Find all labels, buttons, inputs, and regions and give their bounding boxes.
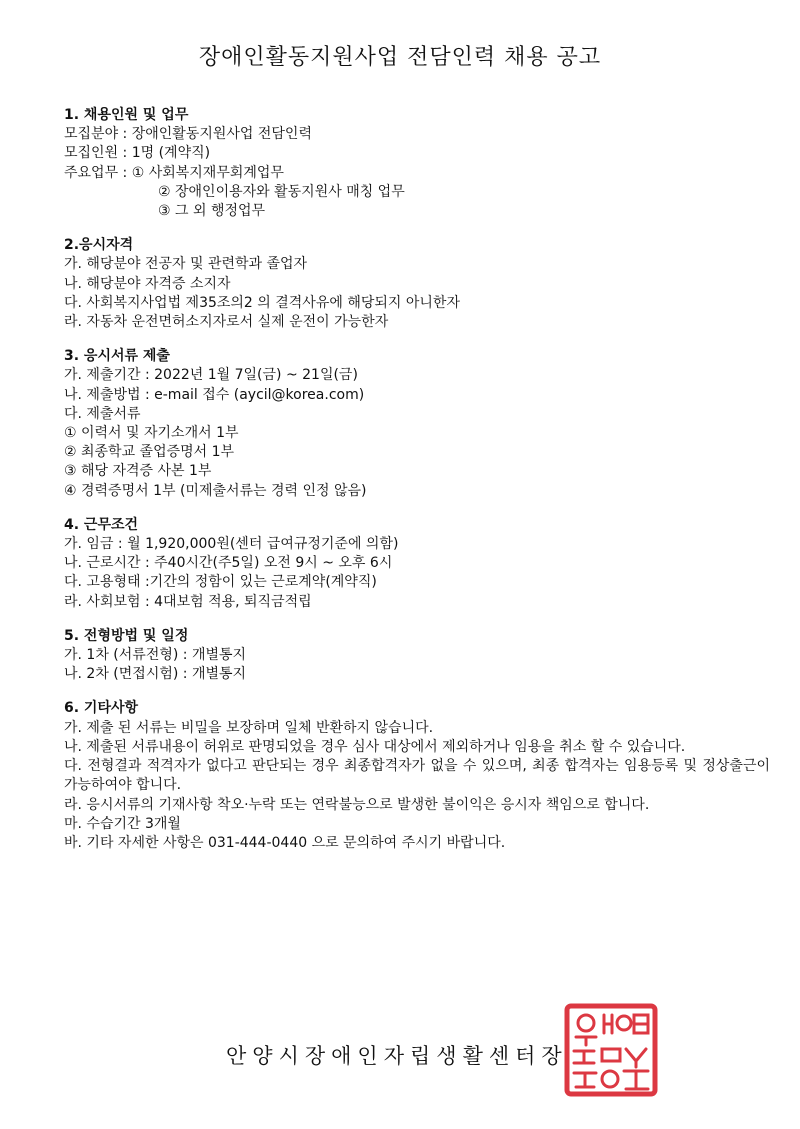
text-line: 모집분야 : 장애인활동지원사업 전담인력 <box>64 126 312 143</box>
section-qualifications <box>64 236 770 332</box>
text-line: 나. 해당분야 자격증 소지자 <box>64 275 231 292</box>
issuer-name: 안양시장애인자립생활센터장 <box>226 1044 568 1068</box>
text-line: 라. 응시서류의 기재사항 착오·누락 또는 연락불능으로 발생한 불이익은 응시자 책임으로 합니다. <box>64 796 650 813</box>
section-selection <box>64 627 770 685</box>
section-documents <box>64 347 770 501</box>
notice-body <box>64 106 770 868</box>
text-line: 다. 전형결과 적격자가 없다고 판단되는 경우 최종합격자가 없을 수 있으며, 최종 합격자는 임용등록 및 정상출근이 가능하여야 합니다. <box>64 758 770 794</box>
text-line: ② 최종학교 졸업증명서 1부 <box>64 444 235 461</box>
text-line: 나. 제출된 서류내용이 허위로 판명되었을 경우 심사 대상에서 제외하거나 임용을 취소 할 수 있습니다. <box>64 738 686 755</box>
section-heading: 6. 기타사항 <box>64 700 139 717</box>
text-line: 다. 제출서류 <box>64 405 141 422</box>
text-line: 나. 근로시간 : 주40시간(주5일) 오전 9시 ~ 오후 6시 <box>64 555 393 572</box>
text-line: 다. 고용형태 :기간의 정함이 있는 근로계약(계약직) <box>64 574 377 591</box>
text-line: 모집인원 : 1명 (계약직) <box>64 145 211 162</box>
text-line: ② 장애인이용자와 활동지원사 매칭 업무 <box>158 183 405 200</box>
text-line: 마. 수습기간 3개월 <box>64 815 181 832</box>
section-heading: 3. 응시서류 제출 <box>64 348 170 365</box>
text-line: ④ 경력증명서 1부 (미제출서류는 경력 인정 않음) <box>64 482 367 499</box>
text-line: 주요업무 : ① 사회복지재무회계업무 <box>64 164 284 181</box>
text-line: 가. 제출기간 : 2022년 1월 7일(금) ~ 21일(금) <box>64 367 358 384</box>
text-line: 가. 임금 : 월 1,920,000원(센터 급여규정기준에 의함) <box>64 536 399 553</box>
text-line: 라. 사회보험 : 4대보험 적용, 퇴직금적립 <box>64 593 312 610</box>
section-conditions <box>64 516 770 612</box>
section-heading: 1. 채용인원 및 업무 <box>64 107 189 123</box>
text-line: 라. 자동차 운전면허소지자로서 실제 운전이 가능한자 <box>64 314 389 331</box>
text-line: 바. 기타 자세한 사항은 031-444-0440 으로 문의하여 주시기 바랍니다. <box>64 834 506 851</box>
text-line: 가. 해당분야 전공자 및 관련학과 졸업자 <box>64 256 308 273</box>
section-heading: 5. 전형방법 및 일정 <box>64 627 189 644</box>
section-heading: 4. 근무조건 <box>64 516 139 533</box>
text-line: ③ 그 외 행정업무 <box>158 203 266 220</box>
section-recruitment <box>64 106 770 221</box>
text-line: 다. 사회복지사업법 제35조의2 의 결격사유에 해당되지 아니한자 <box>64 294 460 311</box>
text-line: 나. 제출방법 : e-mail 접수 (aycil@korea.com) <box>64 386 365 403</box>
section-other <box>64 699 770 853</box>
text-line: 가. 1차 (서류전형) : 개별통지 <box>64 647 247 664</box>
text-line: 나. 2차 (면접시험) : 개별통지 <box>64 666 247 683</box>
text-line: 가. 제출 된 서류는 비밀을 보장하며 일체 반환하지 않습니다. <box>64 719 434 736</box>
text-line: ③ 해당 자격증 사본 1부 <box>64 463 212 480</box>
section-heading: 2.응시자격 <box>64 237 134 254</box>
text-line: ① 이력서 및 자기소개서 1부 <box>64 425 239 442</box>
page-title: 장애인활동지원사업 전담인력 채용 공고 <box>198 45 602 70</box>
official-seal-icon <box>564 1003 658 1097</box>
